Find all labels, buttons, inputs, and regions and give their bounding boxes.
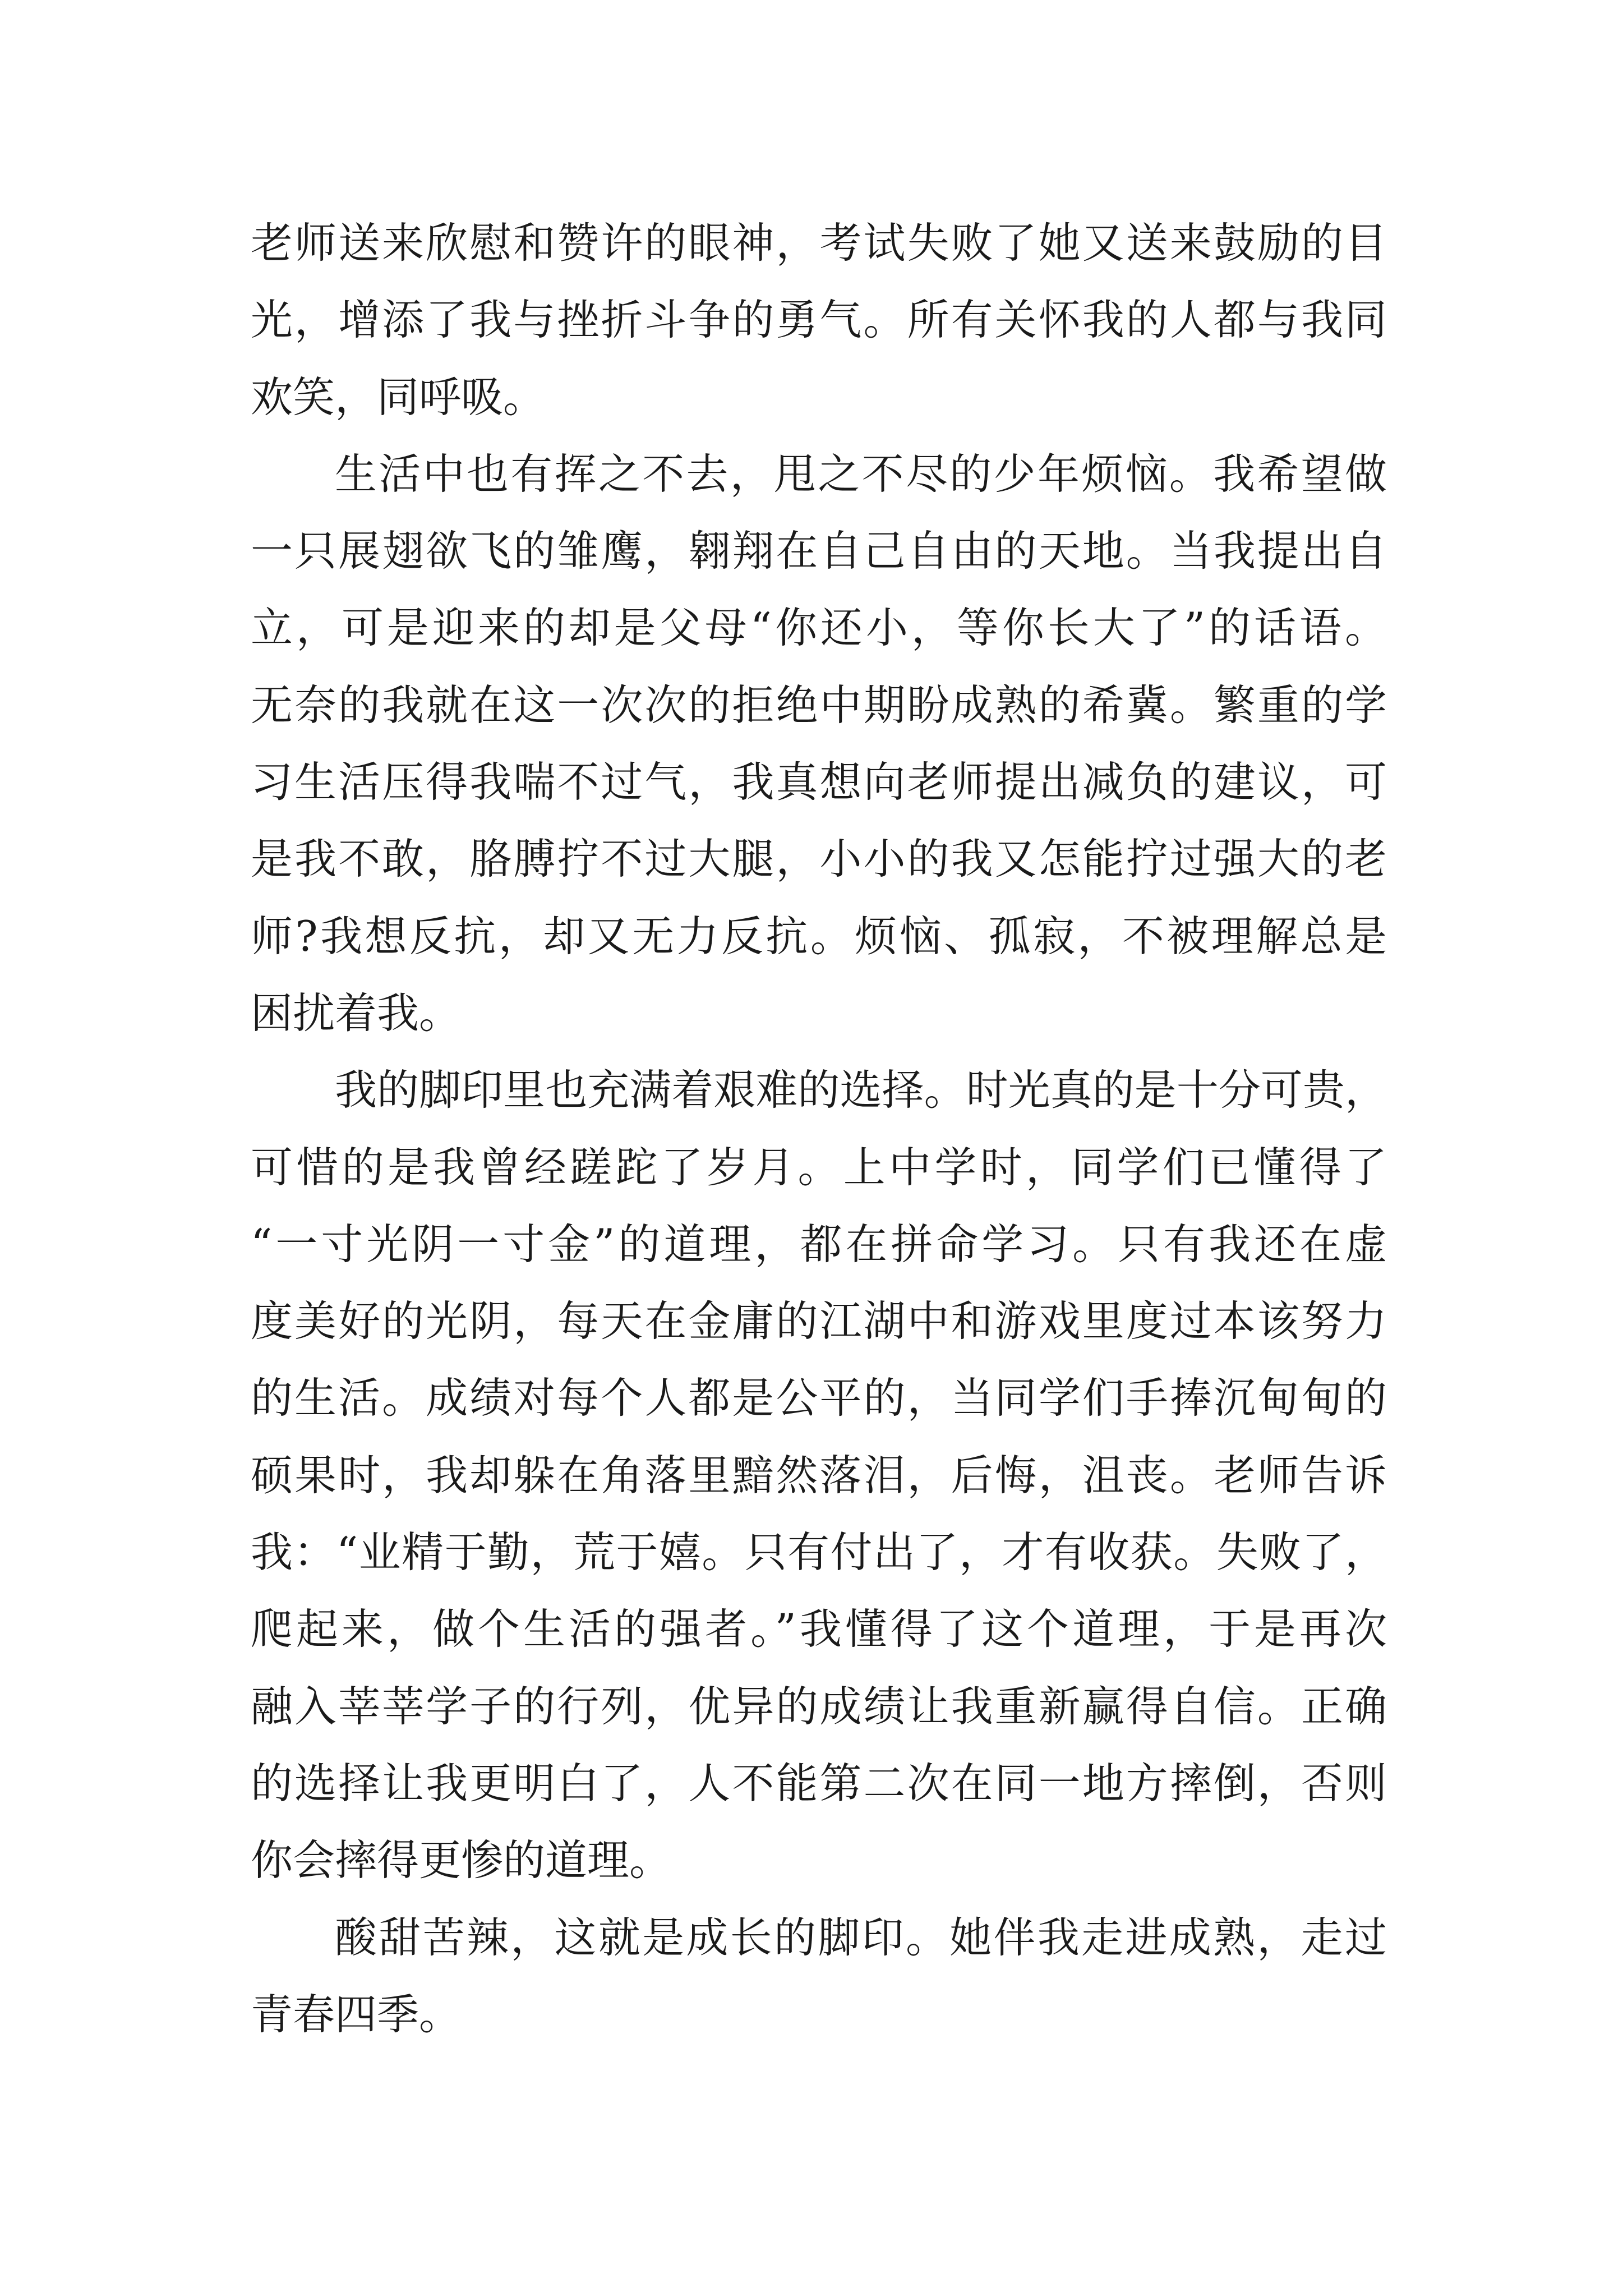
essay-body — [251, 205, 1387, 2053]
text-line: 困扰着我。 — [251, 988, 462, 1038]
text-line: 生活中也有挥之不去，甩之不尽的少年烦恼。我希望做 — [335, 449, 1387, 499]
text-line: 可惜的是我曾经蹉跎了岁月。上中学时，同学们已懂得了 — [251, 1142, 1387, 1192]
text-line: 爬起来，做个生活的强者。”我懂得了这个道理，于是再次 — [251, 1604, 1387, 1654]
text-line: 光，增添了我与挫折斗争的勇气。所有关怀我的人都与我同 — [251, 295, 1387, 345]
text-line: 立，可是迎来的却是父母“你还小，等你长大了”的话语。 — [251, 603, 1387, 653]
paragraph — [251, 1052, 1387, 1899]
text-line: 老师送来欣慰和赞许的眼神，考试失败了她又送来鼓励的目 — [251, 218, 1387, 268]
text-line: 一只展翅欲飞的雏鹰，翱翔在自己自由的天地。当我提出自 — [251, 526, 1387, 576]
text-line: 的选择让我更明白了，人不能第二次在同一地方摔倒，否则 — [251, 1758, 1387, 1808]
text-line: 硕果时，我却躲在角落里黯然落泪，后悔，沮丧。老师告诉 — [251, 1450, 1387, 1500]
paragraph — [251, 205, 1387, 436]
text-line: 师?我想反抗，却又无力反抗。烦恼、孤寂，不被理解总是 — [251, 911, 1387, 961]
text-line: 无奈的我就在这一次次的拒绝中期盼成熟的希冀。繁重的学 — [251, 680, 1387, 730]
text-line: 是我不敢，胳膊拧不过大腿，小小的我又怎能拧过强大的老 — [251, 834, 1387, 884]
text-line: 酸甜苦辣，这就是成长的脚印。她伴我走进成熟，走过 — [335, 1912, 1387, 1962]
text-line: 欢笑，同呼吸。 — [251, 372, 546, 422]
text-line: 度美好的光阴，每天在金庸的江湖中和游戏里度过本该努力 — [251, 1296, 1387, 1346]
text-line: 我：“业精于勤，荒于嬉。只有付出了，才有收获。失败了， — [251, 1527, 1387, 1577]
paragraph — [251, 1899, 1387, 2054]
text-line: 的生活。成绩对每个人都是公平的，当同学们手捧沉甸甸的 — [251, 1373, 1387, 1423]
text-line: 我的脚印里也充满着艰难的选择。时光真的是十分可贵， — [335, 1065, 1387, 1115]
text-line: 青春四季。 — [251, 1989, 462, 2039]
text-line: 你会摔得更惨的道理。 — [251, 1835, 672, 1885]
text-line: “一寸光阴一寸金”的道理，都在拼命学习。只有我还在虚 — [251, 1219, 1387, 1269]
paragraph — [251, 436, 1387, 1052]
text-line: 融入莘莘学子的行列，优异的成绩让我重新赢得自信。正确 — [251, 1681, 1387, 1731]
text-line: 习生活压得我喘不过气，我真想向老师提出减负的建议，可 — [251, 757, 1387, 807]
